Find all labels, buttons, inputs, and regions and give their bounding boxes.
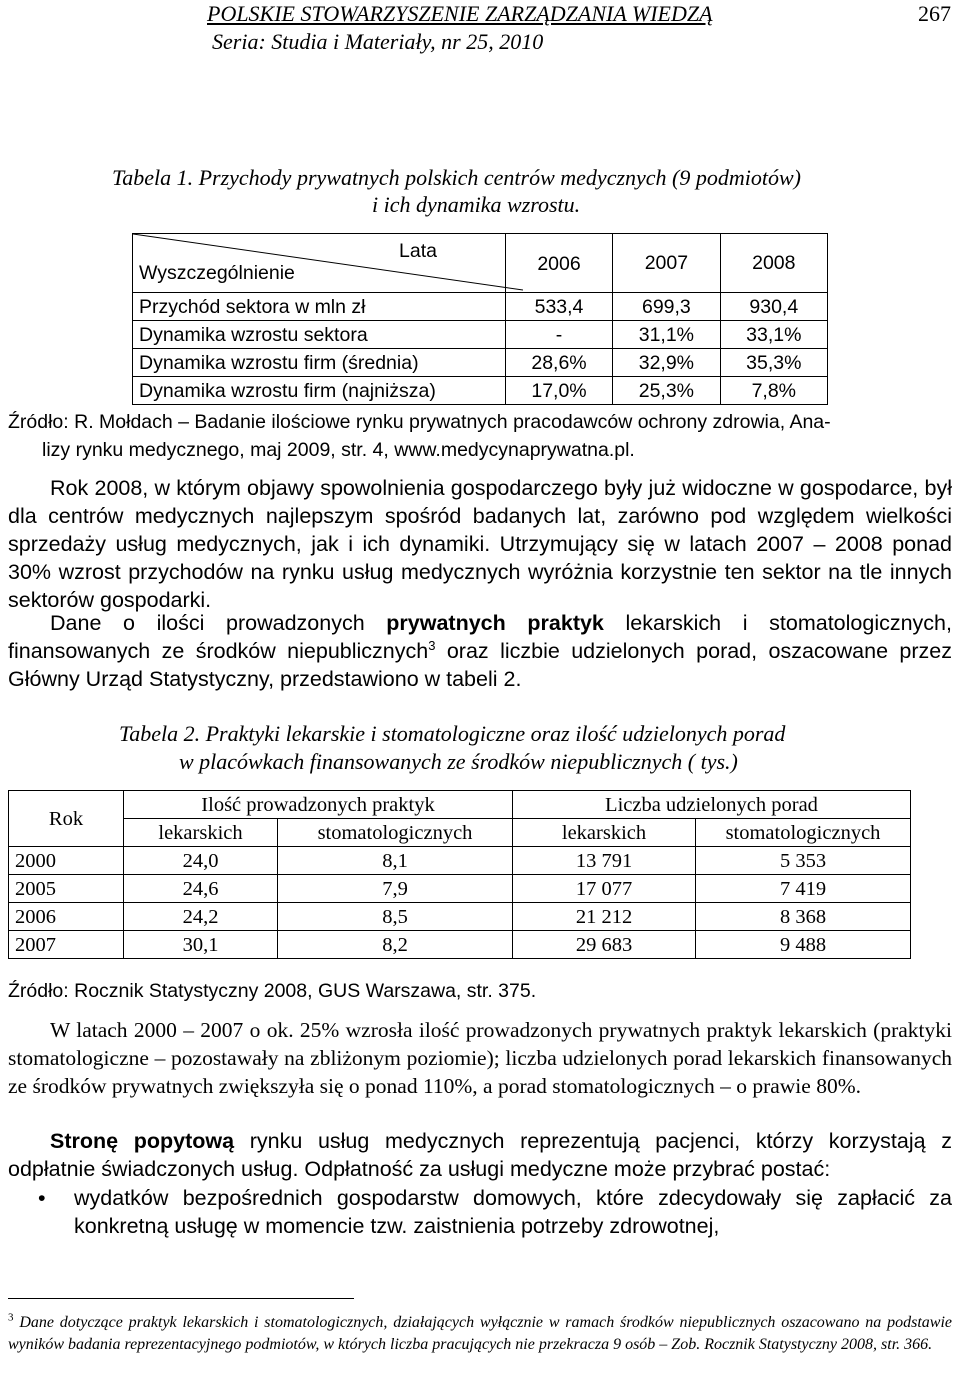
paragraph-2-before: Dane o ilości prowadzonych <box>50 611 387 635</box>
table2-group-header: Liczba udzielonych porad <box>513 791 911 819</box>
table-row <box>133 321 828 349</box>
table1-year: 2006 <box>505 234 612 293</box>
table2-cell: 17 077 <box>513 875 696 903</box>
table2-cell: 24,6 <box>124 875 278 903</box>
table2-source: Źródło: Rocznik Statystyczny 2008, GUS Warszawa, str. 375. <box>8 980 537 1002</box>
table2-subheader: lekarskich <box>513 819 696 847</box>
table1-year: 2007 <box>613 234 720 293</box>
table1-caption-line1: Tabela 1. Przychody prywatnych polskich centrów medycznych (9 podmiotów) <box>112 165 801 190</box>
footnote-ref[interactable]: 3 <box>428 637 436 653</box>
page-number: 267 <box>918 1 951 26</box>
table2-caption <box>119 720 879 776</box>
paragraph-2-after2: oraz liczbie udzielonych porad, oszacowane przez Główny Urząd Statystyczny, przedstawiono w tabeli 2. <box>8 639 952 691</box>
table2-cell: 7 419 <box>696 875 911 903</box>
table1-caption-line2: i ich dynamika wzrostu. <box>372 192 581 217</box>
paragraph-3-text: W latach 2000 – 2007 o ok. 25% wzrosła ilość prowadzonych prywatnych praktyk lekarskich (praktyki stomatologiczne – pozostawały na zbliżonym poziomie); liczba udzielonych porad lekarskich finansowanych ze środków prywatnych zwiększyła się o ponad 110%, a porad stomatologicznych – o prawie 80%. <box>8 1018 952 1098</box>
table1-caption <box>112 164 912 218</box>
table1-source-line1: Źródło: R. Mołdach – Badanie ilościowe rynku prywatnych pracodawców ochrony zdrowia, Ana- <box>8 411 831 433</box>
footnote-text: Dane dotyczące praktyk lekarskich i stomatologicznych, działających wyłącznie w ramach środków niepublicznych oszacowano na podstawie wyników badania reprezentacyjnego podmiotów, w których liczba pracujących nie przekracza 9 osób – Zob. Rocznik Statystyczny 2008, str. 366. <box>8 1314 952 1353</box>
table1-year: 2008 <box>720 234 827 293</box>
table2-group-header: Ilość prowadzonych praktyk <box>124 791 513 819</box>
table1-row-label: Przychód sektora w mln zł <box>133 293 506 321</box>
table2-cell: 8,2 <box>278 931 513 959</box>
table2-caption-line2: w placówkach finansowanych ze środków niepublicznych ( tys.) <box>179 749 738 774</box>
table-row <box>9 875 911 903</box>
table1-cell: 17,0% <box>505 377 612 405</box>
table2 <box>8 790 911 959</box>
table2-cell: 9 488 <box>696 931 911 959</box>
table2-year: 2005 <box>9 875 124 903</box>
table1-corner-cell <box>133 234 506 293</box>
bullet-icon: • <box>38 1186 46 1210</box>
table2-subheader: stomatologicznych <box>696 819 911 847</box>
table2-subheader: stomatologicznych <box>278 819 513 847</box>
table2-subheader: lekarskich <box>124 819 278 847</box>
paragraph-2-text <box>8 609 952 693</box>
paragraph-2 <box>8 609 952 693</box>
table1-cell: 31,1% <box>613 321 720 349</box>
table1-cell: 699,3 <box>613 293 720 321</box>
table1-cell: - <box>505 321 612 349</box>
table-row <box>9 903 911 931</box>
paragraph-4-bold: Stronę popytową <box>50 1129 235 1153</box>
paragraph-4 <box>8 1127 952 1183</box>
table1-corner-top: Lata <box>399 240 437 262</box>
table2-cell: 13 791 <box>513 847 696 875</box>
table-row <box>9 931 911 959</box>
table1-cell: 533,4 <box>505 293 612 321</box>
table1-cell: 7,8% <box>720 377 827 405</box>
table1-row-label: Dynamika wzrostu firm (średnia) <box>133 349 506 377</box>
table2-cell: 21 212 <box>513 903 696 931</box>
table2-col-rok: Rok <box>9 791 124 847</box>
table1-source <box>8 408 952 464</box>
journal-title: POLSKIE STOWARZYSZENIE ZARZĄDZANIA WIEDZĄ <box>207 1 713 26</box>
bullet-item: wydatków bezpośrednich gospodarstw domowych, które zdecydowały się zapłacić za konkretną usługę w momencie tzw. zaistnienia potrzeby zdrowotnej, <box>74 1186 952 1238</box>
table1-source-line2: lizy rynku medycznego, maj 2009, str. 4, www.medycynaprywatna.pl. <box>42 439 635 461</box>
table1-cell: 32,9% <box>613 349 720 377</box>
table1-cell: 35,3% <box>720 349 827 377</box>
table2-cell: 24,0 <box>124 847 278 875</box>
table1-cell: 25,3% <box>613 377 720 405</box>
paragraph-2-after1: lekarskich i stomatologicznych, finansowanych ze środków niepublicznych <box>8 611 952 663</box>
table1-cell: 33,1% <box>720 321 827 349</box>
paragraph-3 <box>8 1016 952 1100</box>
table2-cell: 7,9 <box>278 875 513 903</box>
paragraph-1-text: Rok 2008, w którym objawy spowolnienia gospodarczego były już widoczne w gospodarce, był dla centrów medycznych najlepszym spośród badanych lat, zarówno pod względem wielkości sprzedaży usług medycznych, jak i ich dynamiki. Utrzymujący się w latach 2007 – 2008 ponad 30% wzrost przychodów na rynku usług medycznych wyróżnia korzystnie ten sektor na tle innych sektorów gospodarki. <box>8 476 952 612</box>
table2-caption-line1: Tabela 2. Praktyki lekarskie i stomatologiczne oraz ilość udzielonych porad <box>119 721 786 746</box>
table2-cell: 5 353 <box>696 847 911 875</box>
table-row <box>133 349 828 377</box>
table1-corner-bottom: Wyszczególnienie <box>139 262 295 284</box>
table2-year: 2007 <box>9 931 124 959</box>
journal-series: Seria: Studia i Materiały, nr 25, 2010 <box>212 29 544 54</box>
table-row <box>133 377 828 405</box>
table2-cell: 8,5 <box>278 903 513 931</box>
paragraph-2-bold: prywatnych praktyk <box>386 611 604 635</box>
table-row <box>9 847 911 875</box>
footnote <box>8 1312 952 1356</box>
table1-cell: 28,6% <box>505 349 612 377</box>
table1-row-label: Dynamika wzrostu sektora <box>133 321 506 349</box>
table1-row-label: Dynamika wzrostu firm (najniższa) <box>133 377 506 405</box>
table2-cell: 8,1 <box>278 847 513 875</box>
table2-year: 2006 <box>9 903 124 931</box>
paragraph-1 <box>8 474 952 614</box>
paragraph-4-rest: rynku usług medycznych reprezentują pacjenci, którzy korzystają z odpłatnie świadczonych usług. Odpłatność za usługi medyczne może przybrać postać: <box>8 1129 952 1181</box>
table-row <box>133 293 828 321</box>
running-header <box>207 0 767 56</box>
table2-cell: 30,1 <box>124 931 278 959</box>
table1 <box>132 233 828 405</box>
paragraph-4-text <box>8 1127 952 1183</box>
table2-cell: 24,2 <box>124 903 278 931</box>
table2-year: 2000 <box>9 847 124 875</box>
table2-cell: 8 368 <box>696 903 911 931</box>
table2-cell: 29 683 <box>513 931 696 959</box>
footnote-divider <box>8 1298 354 1299</box>
bullet-list <box>38 1184 952 1240</box>
table1-cell: 930,4 <box>720 293 827 321</box>
footnote-mark: 3 <box>8 1311 14 1324</box>
